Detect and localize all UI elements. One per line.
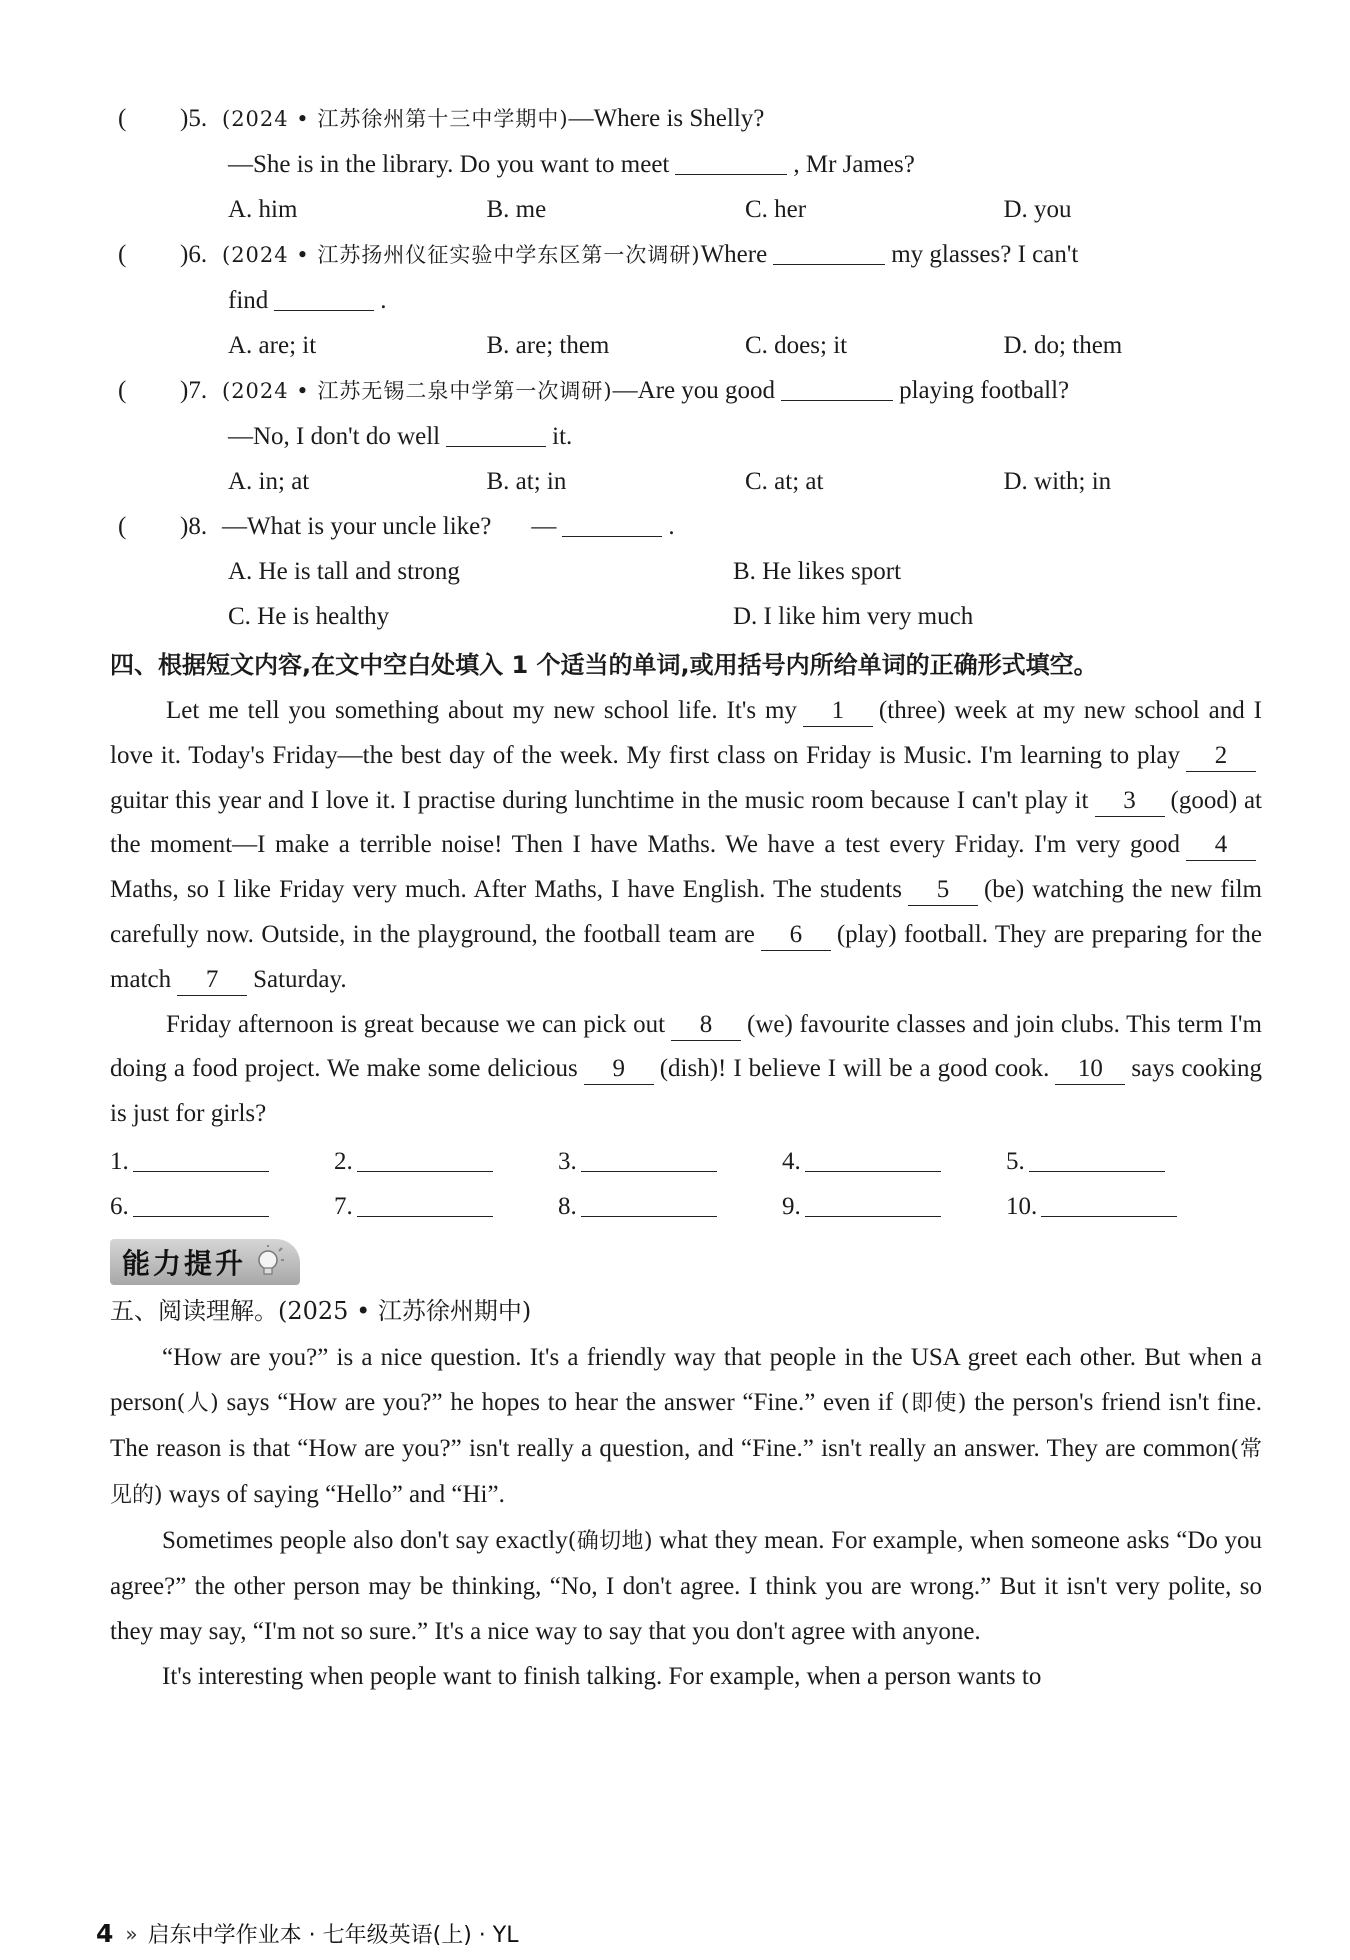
answer-line[interactable]	[581, 1192, 717, 1217]
answer-label: 3.	[558, 1147, 577, 1175]
option-c[interactable]: C. at; at	[745, 468, 824, 495]
answer-slot-10[interactable]	[1006, 1184, 1230, 1229]
answer-label: 5.	[1006, 1147, 1025, 1175]
question-6	[110, 232, 1262, 278]
answer-blank[interactable]	[274, 284, 374, 311]
passage-text: (three) week at my new school and I love it. Today's Friday—the best day of the week. My first class on Friday is Music. I'm learning to play	[110, 697, 1262, 769]
reading-paragraph-3	[110, 1654, 1262, 1699]
answer-line[interactable]	[357, 1147, 493, 1172]
option-b[interactable]: B. He likes sport	[733, 558, 902, 585]
answer-label: 8.	[558, 1192, 577, 1220]
question-stem: Where	[700, 241, 768, 268]
stem-text: —No, I don't do well	[228, 423, 441, 450]
question-7-line2	[110, 414, 1262, 459]
passage-text: Saturday.	[253, 965, 347, 993]
page-footer	[96, 1918, 518, 1949]
answer-label: 7.	[334, 1192, 353, 1220]
gloss: (确切地)	[567, 1528, 653, 1554]
cloze-blank[interactable]: 8	[671, 1010, 741, 1041]
section-4-title: 四、根据短文内容,在文中空白处填入 1 个适当的单词,或用括号内所给单词的正确形式填空。	[110, 651, 1098, 679]
cloze-blank[interactable]: 6	[761, 920, 831, 951]
question-6-line2	[110, 278, 1262, 323]
answer-slot-6[interactable]	[110, 1184, 334, 1229]
stem-text: —	[531, 513, 557, 540]
lightbulb-icon	[254, 1245, 284, 1279]
answer-slot-2[interactable]	[334, 1139, 558, 1184]
answer-slot-9[interactable]	[782, 1184, 1006, 1229]
question-stem: —Where is Shelly?	[568, 105, 765, 132]
answer-blank[interactable]	[781, 374, 893, 401]
answer-line[interactable]	[805, 1147, 941, 1172]
passage-text: Friday afternoon is great because we can pick out	[166, 1010, 666, 1038]
cloze-paragraph-2	[110, 1003, 1262, 1137]
passage-text: (play) football. They are preparing for the match	[110, 920, 1262, 993]
stem-text: playing football?	[899, 377, 1070, 404]
answer-slot-3[interactable]	[558, 1139, 782, 1184]
stem-text: , Mr James?	[793, 151, 915, 178]
option-d[interactable]: D. with; in	[1003, 468, 1112, 495]
answer-paren-7[interactable]: (	[118, 377, 127, 404]
answer-line[interactable]	[805, 1192, 941, 1217]
reading-paragraph-1	[110, 1335, 1262, 1518]
answer-line[interactable]	[581, 1147, 717, 1172]
answer-label: 9.	[782, 1192, 801, 1220]
cloze-blank[interactable]: 9	[584, 1054, 654, 1085]
question-stem: —Are you good	[612, 377, 776, 404]
option-b[interactable]: B. me	[486, 196, 547, 223]
reading-paragraph-2	[110, 1518, 1262, 1654]
passage-text: (we) favourite classes and join clubs. This term I'm doing a food project. We make some delicious	[110, 1010, 1262, 1083]
cloze-blank[interactable]: 10	[1055, 1054, 1125, 1085]
passage-text: Maths, so I like Friday very much. After Maths, I have English. The students	[110, 876, 902, 904]
question-number: )7.	[180, 377, 208, 404]
option-a[interactable]: A. him	[228, 196, 298, 223]
passage-text: says cooking is just for girls?	[110, 1055, 1262, 1128]
cloze-blank[interactable]: 4	[1186, 830, 1256, 861]
cloze-blank[interactable]: 5	[908, 875, 978, 906]
answer-blank[interactable]	[675, 148, 787, 175]
cloze-blank[interactable]: 7	[177, 965, 247, 996]
answer-blank[interactable]	[773, 238, 885, 265]
answer-label: 4.	[782, 1147, 801, 1175]
stem-text: find	[228, 287, 269, 314]
answer-label: 6.	[110, 1192, 129, 1220]
book-title: 启东中学作业本 · 七年级英语(上) · YL	[147, 1923, 519, 1948]
option-d[interactable]: D. I like him very much	[733, 603, 974, 630]
question-number: )5.	[180, 105, 208, 132]
stem-text: it.	[552, 423, 573, 450]
answer-paren-8[interactable]: (	[118, 513, 127, 540]
gloss: (人)	[176, 1390, 219, 1416]
page-number: 4	[96, 1919, 114, 1948]
cloze-paragraph-1	[110, 689, 1262, 1003]
passage-text: Sometimes people also don't say exactly	[162, 1526, 568, 1554]
question-number: )6.	[180, 241, 208, 268]
option-a[interactable]: A. He is tall and strong	[228, 558, 460, 585]
answer-lines	[110, 1139, 1262, 1229]
passage-text: (good) at the moment—I make a terrible noise! Then I have Maths. We have a test every Friday. I'm very good	[110, 786, 1262, 859]
answer-slot-4[interactable]	[782, 1139, 1006, 1184]
reading-passage	[110, 1335, 1262, 1699]
double-chevron-icon: »	[125, 1921, 138, 1946]
answer-line[interactable]	[133, 1147, 269, 1172]
passage-text: the person's friend isn't fine. The reason is that “How are you?” isn't really a question, and “Fine.” isn't really an answer. They are common	[110, 1388, 1262, 1462]
gloss: (即使)	[900, 1390, 967, 1416]
section-title-text: 五、阅读理解。(2025 • 江苏徐州期中)	[110, 1296, 532, 1325]
answer-blank[interactable]	[562, 510, 662, 537]
cloze-blank[interactable]: 2	[1186, 741, 1256, 772]
option-d[interactable]: D. do; them	[1003, 332, 1123, 359]
option-c[interactable]: C. her	[745, 196, 807, 223]
question-5	[110, 96, 1262, 142]
option-c[interactable]: C. He is healthy	[228, 603, 390, 630]
answer-blank[interactable]	[446, 420, 546, 447]
worksheet-page	[110, 96, 1262, 1699]
question-number: )8.	[180, 513, 208, 540]
answer-slot-5[interactable]	[1006, 1139, 1230, 1184]
option-b[interactable]: B. at; in	[486, 468, 567, 495]
option-a[interactable]: A. are; it	[228, 332, 317, 359]
question-8: ( )8. —What is your uncle like? — .	[110, 504, 1262, 549]
banner-label: 能力提升	[122, 1246, 247, 1280]
question-source: (2024 • 江苏徐州第十三中学期中)	[222, 107, 569, 131]
answer-slot-7[interactable]	[334, 1184, 558, 1229]
answer-label: 10.	[1006, 1192, 1038, 1220]
passage-text: It's interesting when people want to finish talking. For example, when a person wants to	[162, 1662, 1042, 1690]
passage-text: (be) watching the new film carefully now. Outside, in the playground, the football team are	[110, 876, 1262, 948]
stem-text: .	[380, 287, 387, 314]
answer-line[interactable]	[357, 1192, 493, 1217]
answer-line[interactable]	[133, 1192, 269, 1217]
passage-text: “How are you?” is a nice question. It's a friendly way that people in the USA greet each other. But when a person	[110, 1343, 1262, 1416]
option-b[interactable]: B. are; them	[486, 332, 610, 359]
stem-text: my glasses? I can't	[891, 241, 1079, 268]
answer-line[interactable]	[1029, 1147, 1165, 1172]
options-6	[110, 323, 1262, 368]
stem-text: —She is in the library. Do you want to meet	[228, 151, 670, 178]
passage-text: what they mean. For example, when someone asks “Do you agree?” the other person may be thinking, “No, I don't agree. I think you are wrong.” But it isn't very polite, so they may say, “I'm not so sure.” It's a nice way to say that you don't agree with anyone.	[110, 1526, 1262, 1645]
options-8-row2	[110, 594, 1262, 639]
section-5-title	[110, 1287, 1262, 1335]
answer-paren-5[interactable]: (	[118, 105, 127, 132]
gloss: (常见的)	[110, 1436, 1262, 1508]
question-source: (2024 • 江苏扬州仪征实验中学东区第一次调研)	[222, 243, 701, 267]
passage-text: ways of saying “Hello” and “Hi”.	[162, 1480, 505, 1508]
cloze-blank[interactable]: 1	[803, 696, 873, 727]
options-8-row1	[110, 549, 1262, 594]
answer-paren-6[interactable]: (	[118, 241, 127, 268]
question-5-line2	[110, 142, 1262, 187]
ability-banner	[110, 1239, 300, 1285]
question-7	[110, 368, 1262, 414]
passage-text: guitar this year and I love it. I practise during lunchtime in the music room because I can't play it	[110, 786, 1089, 814]
option-c[interactable]: C. does; it	[745, 332, 848, 359]
answer-label: 1.	[110, 1147, 129, 1175]
answer-slot-8[interactable]	[558, 1184, 782, 1229]
question-source: (2024 • 江苏无锡二泉中学第一次调研)	[222, 379, 613, 403]
question-stem: —What is your uncle like?	[222, 513, 492, 540]
answer-label: 2.	[334, 1147, 353, 1175]
cloze-blank[interactable]: 3	[1095, 786, 1165, 817]
passage-text: says “How are you?” he hopes to hear the answer “Fine.” even if	[218, 1388, 901, 1416]
cloze-passage	[110, 689, 1262, 1137]
passage-text: Let me tell you something about my new school life. It's my	[166, 697, 797, 724]
option-d[interactable]: D. you	[1003, 196, 1072, 223]
answer-line[interactable]	[1041, 1192, 1177, 1217]
options-7	[110, 459, 1262, 504]
options-5	[110, 187, 1262, 232]
option-a[interactable]: A. in; at	[228, 468, 310, 495]
answer-slot-1[interactable]	[110, 1139, 334, 1184]
passage-text: (dish)! I believe I will be a good cook.	[659, 1055, 1050, 1083]
